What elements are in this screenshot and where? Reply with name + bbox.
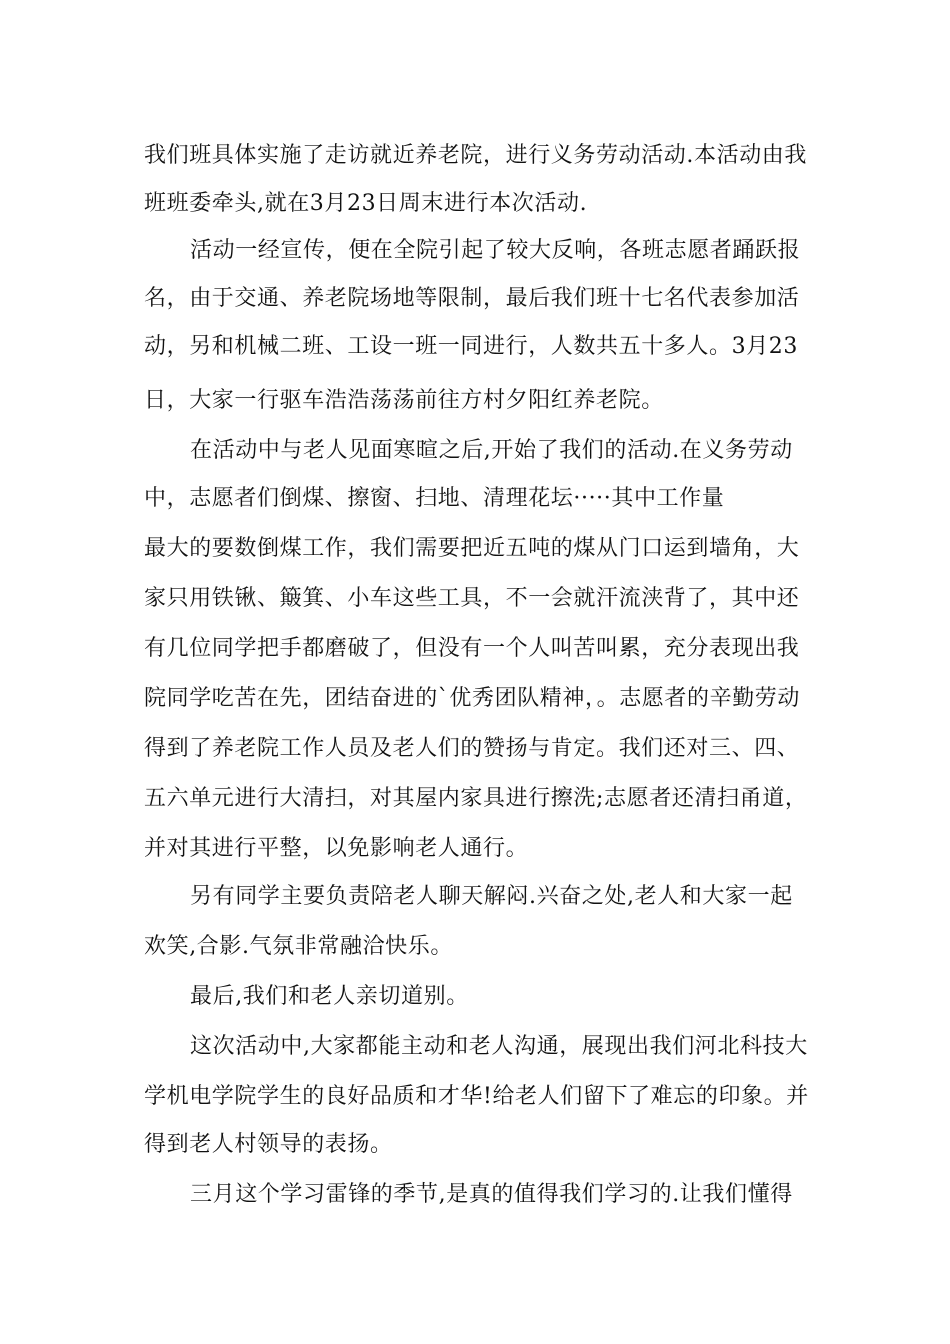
paragraph-2-line-3: 动，另和机械二班、工设一班一同进行，人数共五十多人。3月23 xyxy=(144,334,798,359)
paragraph-3-line-3: 最大的要数倒煤工作，我们需要把近五吨的煤从门口运到墙角，大 xyxy=(144,536,800,561)
paragraph-2-line-4: 日，大家一行驱车浩浩荡荡前往方村夕阳红养老院。 xyxy=(144,388,664,413)
paragraph-1-line-1: 我们班具体实施了走访就近养老院，进行义务劳动活动.本活动由我 xyxy=(144,143,807,168)
paragraph-4-line-2: 欢笑,合影.气氛非常融洽快乐。 xyxy=(144,934,453,959)
paragraph-3-line-9: 并对其进行平整，以免影响老人通行。 xyxy=(144,836,529,861)
paragraph-3-line-5: 有几位同学把手都磨破了，但没有一个人叫苦叫累，充分表现出我 xyxy=(144,636,800,661)
paragraph-6-line-1: 这次活动中,大家都能主动和老人沟通，展现出我们河北科技大 xyxy=(190,1034,808,1059)
paragraph-4-line-1: 另有同学主要负责陪老人聊天解闷.兴奋之处,老人和大家一起 xyxy=(190,884,793,909)
paragraph-6-line-2: 学机电学院学生的良好品质和才华!给老人们留下了难忘的印象。并 xyxy=(144,1084,809,1109)
paragraph-6-line-3: 得到老人村领导的表扬。 xyxy=(144,1132,393,1157)
paragraph-3-line-8: 五六单元进行大清扫，对其屋内家具进行擦洗;志愿者还清扫甬道， xyxy=(144,786,808,811)
paragraph-3-line-7: 得到了养老院工作人员及老人们的赞扬与肯定。我们还对三、四、 xyxy=(144,736,800,761)
paragraph-3-line-1: 在活动中与老人见面寒暄之后,开始了我们的活动.在义务劳动 xyxy=(190,438,793,463)
paragraph-3-line-6: 院同学吃苦在先，团结奋进的`优秀团队精神，。志愿者的辛勤劳动 xyxy=(144,686,801,711)
paragraph-1-line-2: 班班委牵头,就在3月23日周末进行本次活动. xyxy=(144,191,588,216)
paragraph-2-line-2: 名，由于交通、养老院场地等限制，最后我们班十七名代表参加活 xyxy=(144,286,800,311)
paragraph-7-line-1: 三月这个学习雷锋的季节,是真的值得我们学习的.让我们懂得 xyxy=(190,1182,793,1207)
paragraph-5-line-1: 最后,我们和老人亲切道别。 xyxy=(190,984,469,1009)
paragraph-3-line-4: 家只用铁锹、簸箕、小车这些工具，不一会就汗流浃背了，其中还 xyxy=(144,586,800,611)
paragraph-2-line-1: 活动一经宣传，便在全院引起了较大反响，各班志愿者踊跃报 xyxy=(190,238,801,263)
paragraph-3-line-2: 中，志愿者们倒煤、擦窗、扫地、清理花坛·····其中工作量 xyxy=(144,486,725,511)
